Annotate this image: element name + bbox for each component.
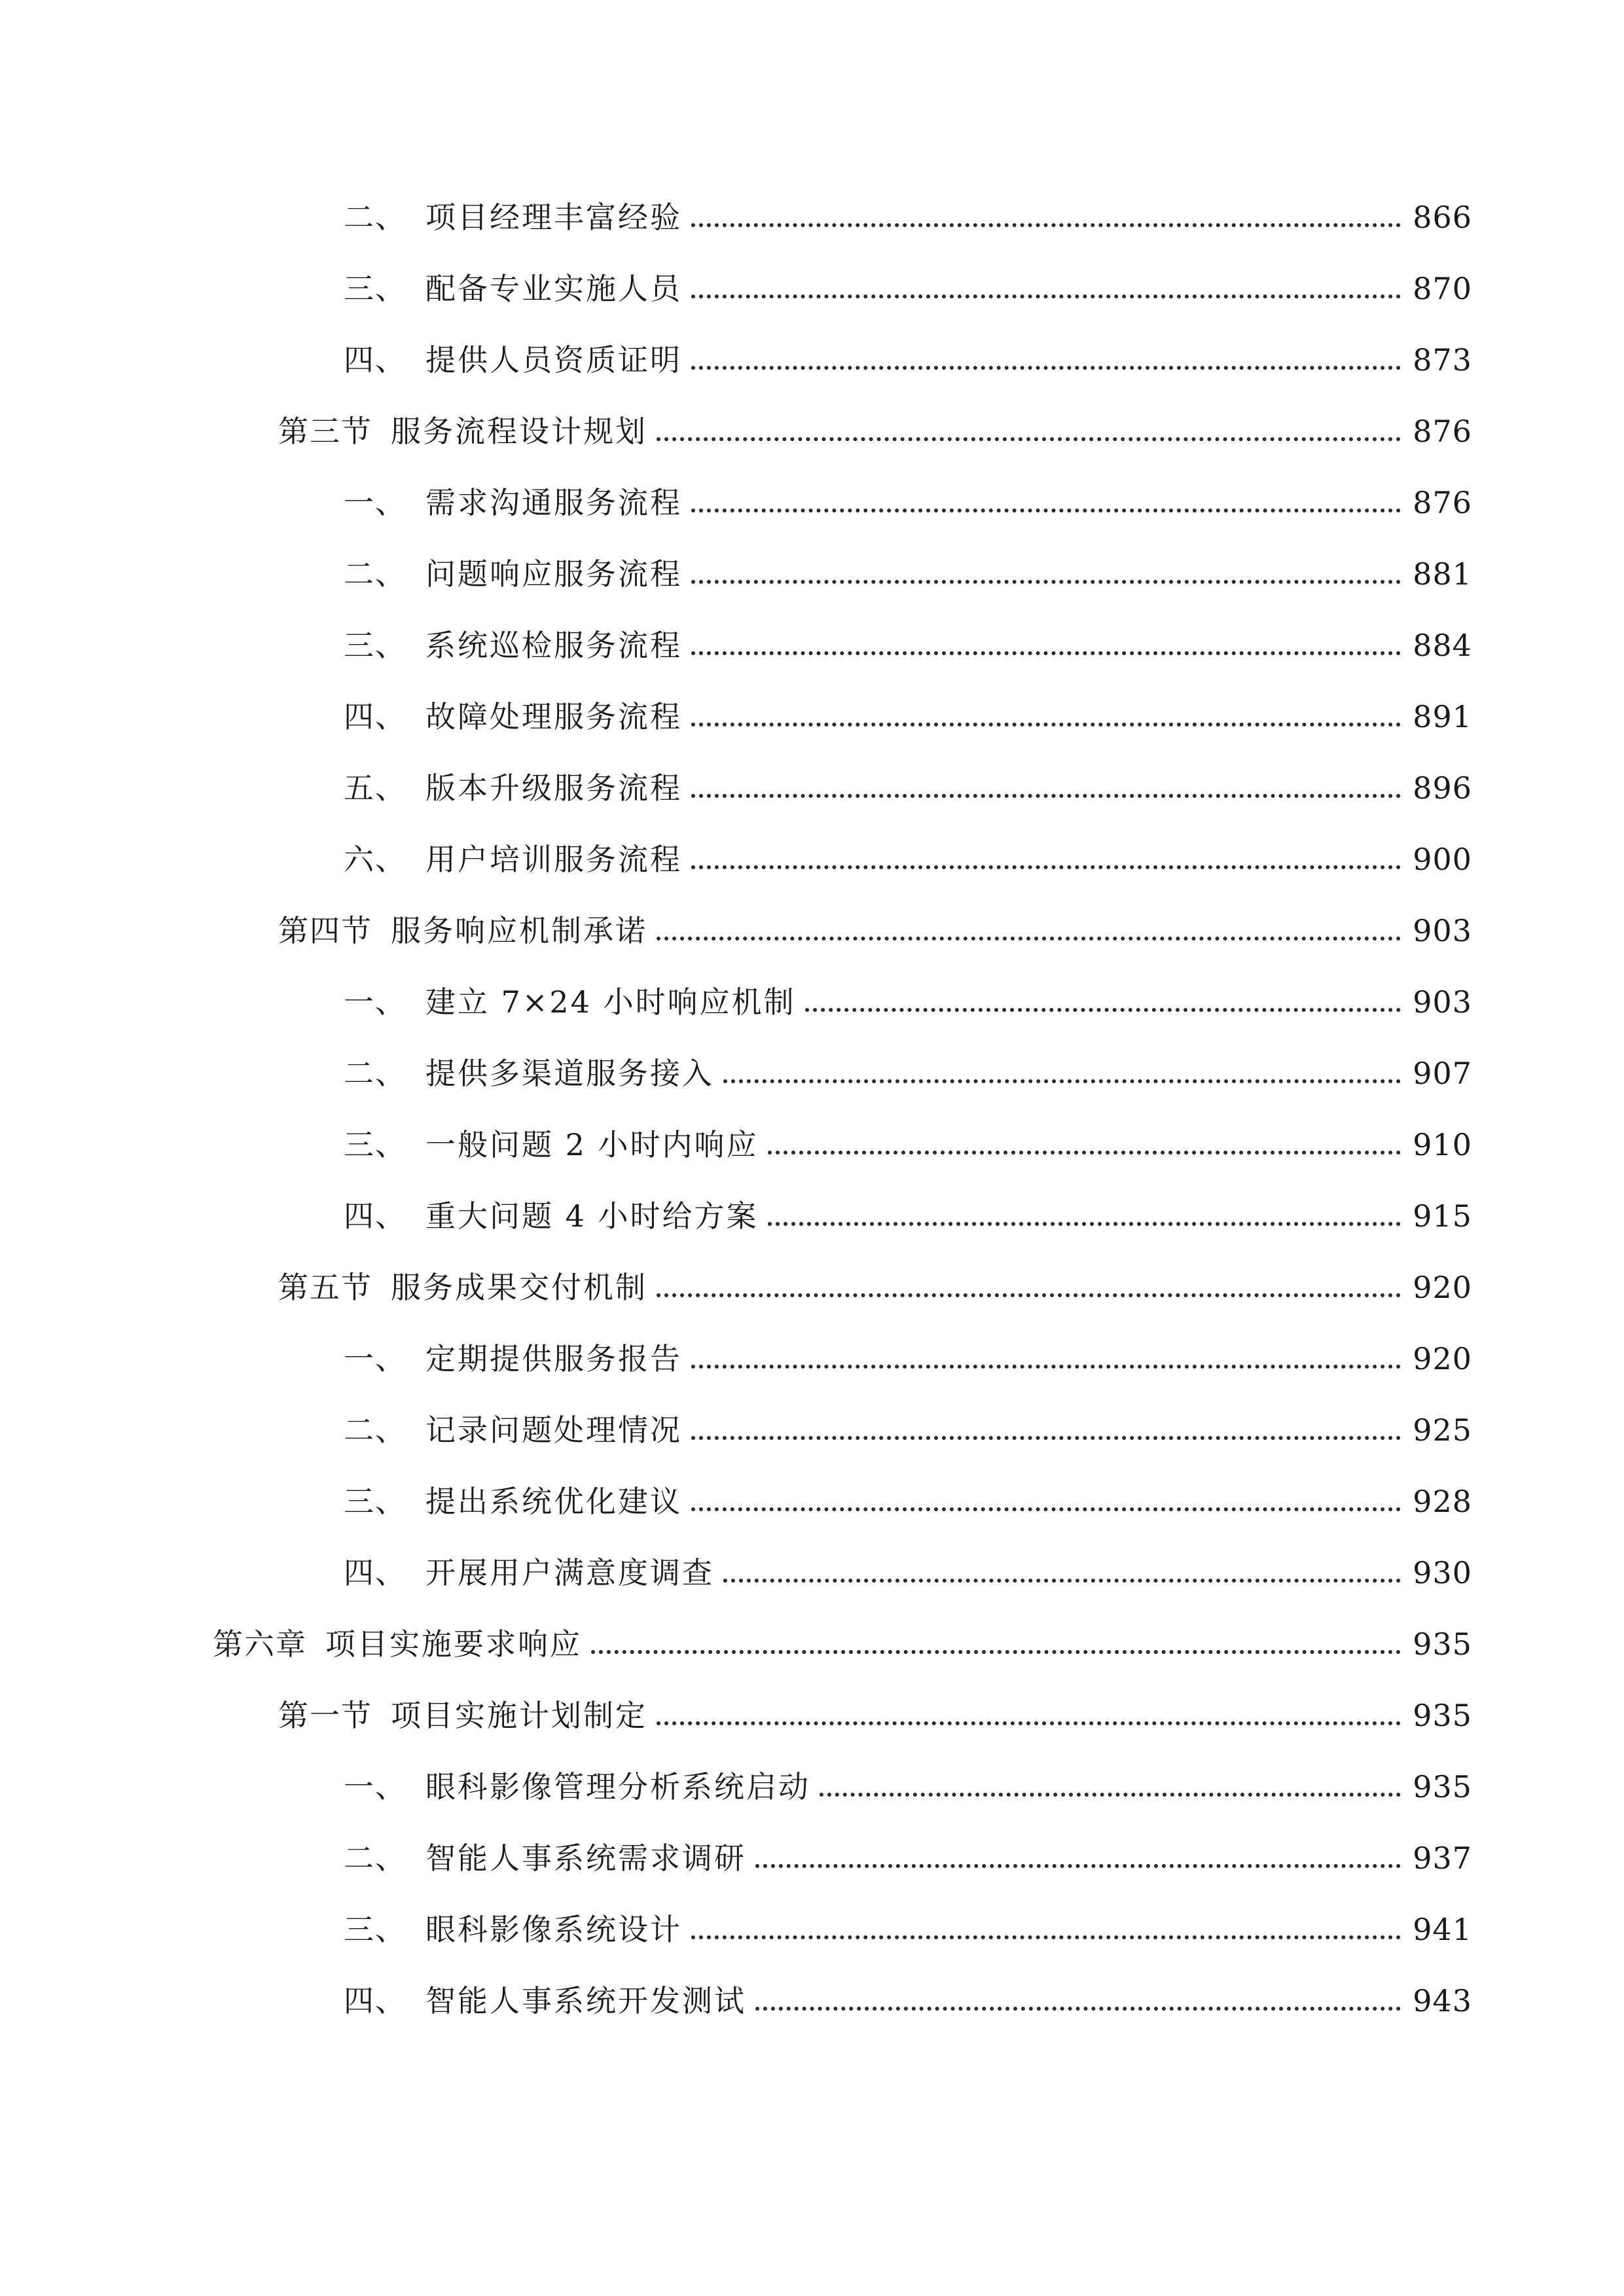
toc-entry[interactable] [278, 1689, 1472, 1742]
entry-page-number: 943 [1413, 1983, 1472, 2018]
dot-leader [691, 1436, 1401, 1440]
toc-entry[interactable] [278, 905, 1472, 957]
entry-page-number: 935 [1413, 1769, 1472, 1804]
entry-number: 四、 [344, 699, 406, 734]
dot-leader [691, 509, 1401, 512]
entry-page-number: 881 [1413, 556, 1472, 592]
entry-title: 开展用户满意度调查 [425, 1555, 714, 1590]
toc-entry[interactable] [278, 1261, 1472, 1314]
entry-number: 一、 [344, 1769, 406, 1804]
dot-leader [657, 437, 1401, 441]
toc-entry[interactable] [344, 191, 1472, 243]
dot-leader [691, 223, 1401, 227]
entry-page-number: 876 [1413, 414, 1472, 449]
entry-page-number: 920 [1413, 1270, 1472, 1305]
entry-page-number: 896 [1413, 770, 1472, 806]
entry-title: 提供多渠道服务接入 [425, 1056, 714, 1091]
entry-number: 六、 [344, 842, 406, 877]
toc-entry[interactable] [278, 405, 1472, 457]
entry-number: 三、 [344, 271, 406, 306]
dot-leader [591, 1650, 1401, 1654]
toc-entry[interactable] [344, 1975, 1472, 2027]
entry-number: 四、 [344, 342, 406, 378]
entry-page-number: 920 [1413, 1341, 1472, 1376]
dot-leader [723, 1079, 1401, 1083]
entry-page-number: 870 [1413, 271, 1472, 306]
entry-number: 三、 [344, 628, 406, 663]
entry-title: 需求沟通服务流程 [425, 485, 682, 520]
entry-number: 第四节 [278, 913, 372, 948]
toc-entry[interactable] [344, 691, 1472, 743]
entry-title: 提供人员资质证明 [425, 342, 682, 378]
entry-number: 三、 [344, 1127, 406, 1162]
entry-page-number: 930 [1413, 1555, 1472, 1590]
entry-page-number: 873 [1413, 342, 1472, 378]
toc-entry[interactable] [344, 1475, 1472, 1528]
entry-page-number: 903 [1413, 984, 1472, 1020]
entry-title: 故障处理服务流程 [425, 699, 682, 734]
entry-page-number: 876 [1413, 485, 1472, 520]
dot-leader [691, 865, 1401, 869]
entry-title: 系统巡检服务流程 [425, 628, 682, 663]
entry-title: 提出系统优化建议 [425, 1484, 682, 1519]
entry-title: 眼科影像系统设计 [425, 1912, 682, 1947]
toc-entry[interactable] [344, 1404, 1472, 1456]
entry-number: 第五节 [278, 1270, 372, 1305]
entry-number: 二、 [344, 1840, 406, 1876]
entry-page-number: 925 [1413, 1412, 1472, 1448]
toc-entry[interactable] [344, 762, 1472, 814]
entry-page-number: 935 [1413, 1626, 1472, 1662]
entry-number: 三、 [344, 1484, 406, 1519]
entry-number: 二、 [344, 556, 406, 592]
entry-number: 二、 [344, 1056, 406, 1091]
entry-page-number: 907 [1413, 1056, 1472, 1091]
entry-number: 三、 [344, 1912, 406, 1947]
entry-title: 配备专业实施人员 [425, 271, 682, 306]
entry-number: 一、 [344, 1341, 406, 1376]
dot-leader [691, 295, 1401, 298]
entry-page-number: 910 [1413, 1127, 1472, 1162]
entry-page-number: 891 [1413, 699, 1472, 734]
entry-number: 第一节 [278, 1698, 372, 1733]
entry-number: 五、 [344, 770, 406, 806]
toc-entry[interactable] [344, 833, 1472, 886]
entry-title: 服务流程设计规划 [391, 414, 647, 449]
entry-page-number: 915 [1413, 1198, 1472, 1234]
entry-title: 建立 7×24 小时响应机制 [425, 984, 796, 1020]
entry-title: 项目实施计划制定 [391, 1698, 647, 1733]
toc-entry[interactable] [344, 1903, 1472, 1956]
toc-entry[interactable] [344, 1832, 1472, 1884]
entry-number: 四、 [344, 1555, 406, 1590]
toc-entry[interactable] [344, 262, 1472, 315]
entry-title: 重大问题 4 小时给方案 [425, 1198, 759, 1234]
toc-entry[interactable] [344, 1761, 1472, 1813]
dot-leader [691, 1365, 1401, 1369]
toc-entry[interactable] [213, 1618, 1472, 1670]
dot-leader [657, 1293, 1401, 1297]
entry-number: 第六章 [213, 1626, 307, 1662]
entry-title: 智能人事系统开发测试 [425, 1983, 746, 2018]
entry-page-number: 935 [1413, 1698, 1472, 1733]
dot-leader [691, 651, 1401, 655]
dot-leader [805, 1008, 1401, 1012]
dot-leader [691, 1507, 1401, 1511]
entry-page-number: 900 [1413, 842, 1472, 877]
entry-title: 用户培训服务流程 [425, 842, 682, 877]
entry-title: 智能人事系统需求调研 [425, 1840, 746, 1876]
toc-entry[interactable] [344, 476, 1472, 529]
entry-page-number: 866 [1413, 200, 1472, 235]
entry-title: 问题响应服务流程 [425, 556, 682, 592]
entry-title: 项目经理丰富经验 [425, 200, 682, 235]
dot-leader [768, 1222, 1401, 1226]
dot-leader [657, 1721, 1401, 1725]
entry-page-number: 903 [1413, 913, 1472, 948]
entry-number: 二、 [344, 1412, 406, 1448]
dot-leader [723, 1579, 1401, 1583]
entry-page-number: 941 [1413, 1912, 1472, 1947]
entry-title: 一般问题 2 小时内响应 [425, 1127, 759, 1162]
dot-leader [768, 1151, 1401, 1155]
dot-leader [691, 366, 1401, 370]
dot-leader [691, 580, 1401, 584]
entry-title: 服务成果交付机制 [391, 1270, 647, 1305]
entry-title: 项目实施要求响应 [325, 1626, 582, 1662]
toc-entry[interactable] [344, 619, 1472, 672]
entry-title: 定期提供服务报告 [425, 1341, 682, 1376]
toc-entry[interactable] [344, 976, 1472, 1028]
dot-leader [755, 1864, 1401, 1868]
entry-number: 四、 [344, 1983, 406, 2018]
entry-title: 记录问题处理情况 [425, 1412, 682, 1448]
entry-number: 一、 [344, 984, 406, 1020]
dot-leader [691, 723, 1401, 726]
entry-number: 第三节 [278, 414, 372, 449]
toc-entry[interactable] [344, 1547, 1472, 1599]
dot-leader [755, 2007, 1401, 2011]
entry-page-number: 928 [1413, 1484, 1472, 1519]
entry-number: 一、 [344, 485, 406, 520]
dot-leader [820, 1793, 1401, 1797]
toc-entry[interactable] [344, 1047, 1472, 1100]
toc-entry[interactable] [344, 1333, 1472, 1385]
entry-title: 眼科影像管理分析系统启动 [425, 1769, 810, 1804]
entry-number: 二、 [344, 200, 406, 235]
dot-leader [691, 794, 1401, 798]
entry-title: 服务响应机制承诺 [391, 913, 647, 948]
entry-page-number: 937 [1413, 1840, 1472, 1876]
toc-entry[interactable] [344, 1119, 1472, 1171]
toc-entry[interactable] [344, 334, 1472, 386]
toc-entry[interactable] [344, 548, 1472, 600]
entry-page-number: 884 [1413, 628, 1472, 663]
dot-leader [691, 1935, 1401, 1939]
entry-title: 版本升级服务流程 [425, 770, 682, 806]
dot-leader [657, 937, 1401, 941]
entry-number: 四、 [344, 1198, 406, 1234]
toc-entry[interactable] [344, 1190, 1472, 1242]
